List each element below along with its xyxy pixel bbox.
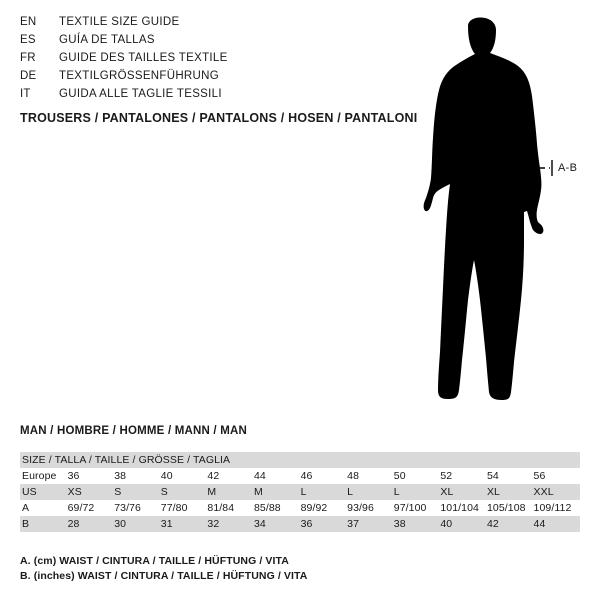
cell-b-7: 37 [346,516,393,532]
cell-us-2: S [113,484,160,500]
cell-europe-6: 46 [300,470,313,482]
cell-europe-11: 56 [533,470,546,482]
table-row-a [20,500,580,516]
cell-a-2: 73/76 [114,502,141,514]
language-row [20,70,400,88]
cell-europe-2: 38 [114,470,127,482]
language-row [20,88,400,106]
cell-a-5: 85/88 [253,502,281,514]
table-row-europe [20,468,580,484]
language-code: EN [20,16,37,28]
cell-a-1: 69/72 [67,502,95,514]
cell-a-8: 97/100 [393,502,427,514]
cell-europe-9: 52 [440,470,453,482]
cell-b-4: 32 [206,516,253,532]
language-title: TEXTILE SIZE GUIDE [59,16,180,28]
section-label-man: MAN / HOMBRE / HOMME / MANN / MAN [20,425,248,437]
cell-europe-3: 40 [160,470,173,482]
cell-us-7: L [346,484,393,500]
language-title: GUÍA DE TALLAS [59,34,155,46]
cell-us-8: L [393,484,440,500]
table-row-us [20,484,580,500]
row-label-size: SIZE / TALLA / TAILLE / GRÖSSE / TAGLIA [20,452,580,468]
row-label-b: B [20,516,67,532]
cell-us-11: XXL [533,484,580,500]
cell-a-7: 93/96 [347,502,374,514]
garment-title: TROUSERS / PANTALONES / PANTALONS / HOSEN / PANTALONI [20,111,418,125]
cell-us-4: M [206,484,253,500]
cell-b-1: 28 [67,516,114,532]
language-title: TEXTILGRÖSSENFÜHRUNG [59,70,219,82]
language-title: GUIDE DES TAILLES TEXTILE [59,52,228,64]
footnote-b: B. (inches) WAIST / CINTURA / TAILLE / HÜFTUNG / VITA [20,570,308,582]
size-table [20,452,580,532]
language-code: IT [20,88,31,100]
table-row-b [20,516,580,532]
cell-b-5: 34 [253,516,300,532]
cell-europe-4: 42 [207,470,220,482]
cell-us-5: M [253,484,300,500]
cell-us-6: L [300,484,347,500]
cell-europe-10: 54 [486,470,499,482]
row-label-a: A [22,502,30,514]
language-code: DE [20,70,37,82]
cell-b-6: 36 [300,516,347,532]
language-row [20,52,400,70]
measurement-label-ab: A-B [558,162,578,174]
cell-a-3: 77/80 [160,502,188,514]
cell-b-9: 40 [439,516,486,532]
footnote-a: A. (cm) WAIST / CINTURA / TAILLE / HÜFTUNG / VITA [20,555,289,567]
cell-a-4: 81/84 [207,502,235,514]
row-label-europe: Europe [22,470,57,482]
language-list [20,16,400,106]
cell-europe-7: 48 [347,470,360,482]
male-silhouette-icon [398,8,598,408]
footnotes [20,554,307,584]
cell-europe-5: 44 [253,470,266,482]
language-code: FR [20,52,36,64]
cell-b-3: 31 [160,516,207,532]
cell-b-2: 30 [113,516,160,532]
cell-a-6: 89/92 [300,502,328,514]
table-row-size-header [20,452,580,468]
cell-us-9: XL [439,484,486,500]
cell-a-10: 105/108 [486,502,526,514]
language-row [20,16,400,34]
cell-b-10: 42 [486,516,533,532]
cell-us-10: XL [486,484,533,500]
language-title: GUIDA ALLE TAGLIE TESSILI [59,88,222,100]
cell-b-8: 38 [393,516,440,532]
cell-a-9: 101/104 [440,502,479,514]
cell-us-3: S [160,484,207,500]
cell-us-1: XS [67,484,114,500]
figure-illustration [398,8,598,408]
cell-europe-8: 50 [393,470,406,482]
language-row [20,34,400,52]
language-code: ES [20,34,36,46]
cell-europe-1: 36 [67,470,80,482]
cell-b-11: 44 [533,516,580,532]
cell-a-11: 109/112 [533,502,572,514]
row-label-us: US [20,484,67,500]
